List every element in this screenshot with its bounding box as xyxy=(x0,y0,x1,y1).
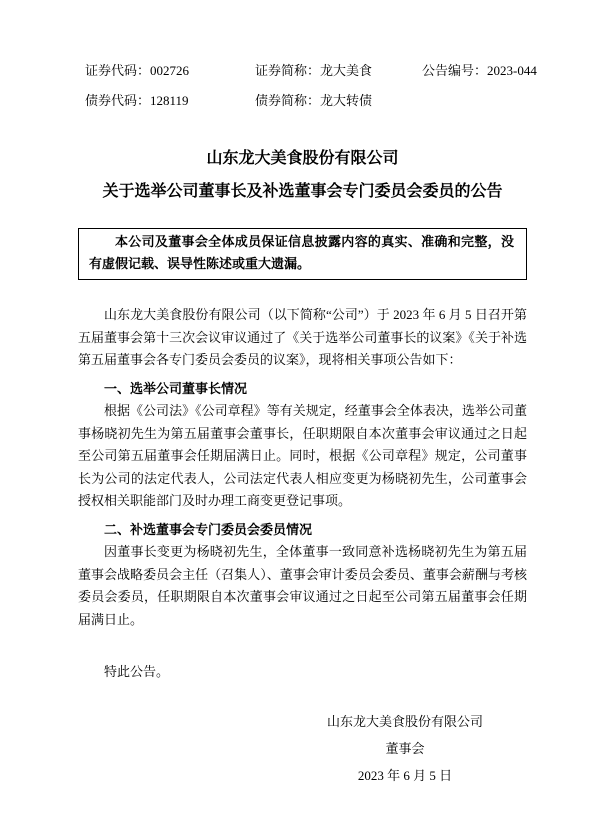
bond-code-label: 债券代码： xyxy=(85,93,151,108)
signature-company: 山东龙大美食股份有限公司 xyxy=(326,713,483,729)
section2-paragraph: 因董事长变更为杨晓初先生，全体董事一致同意补选杨晓初先生为第五届董事会战略委员会主任（召集人）、董事会审计委员会委员、董事会薪酬与考核委员会委员，任职期限自本次董事会审议通过之日起至公司第五届董事会任期届满日止。 xyxy=(78,544,527,627)
announcement-number xyxy=(422,56,537,86)
header-meta-spacer xyxy=(422,86,527,116)
stock-code-value: 002726 xyxy=(150,63,190,78)
header-meta-row-1 xyxy=(85,56,537,86)
bond-abbr-value: 龙大转债 xyxy=(320,93,373,108)
stock-code-label: 证券代码： xyxy=(85,63,151,78)
company-name-title: 山东龙大美食股份有限公司 xyxy=(206,150,399,167)
signature-board: 董事会 xyxy=(385,740,425,756)
stock-abbr xyxy=(255,56,422,86)
section1-heading: 一、选举公司董事长情况 xyxy=(104,380,248,396)
title-block xyxy=(78,142,527,208)
header-meta-row-2 xyxy=(85,86,527,116)
announcement-number-label: 公告编号： xyxy=(422,63,488,78)
announcement-number-value: 2023-044 xyxy=(487,63,537,78)
announcement-body xyxy=(78,304,527,684)
bond-abbr-label: 债券简称： xyxy=(255,93,321,108)
section1-paragraph: 根据《公司法》《公司章程》等有关规定，经董事会全体表决，选举公司董事杨晓初先生为第五届董事会董事长，任职期限自本次董事会审议通过之日起至公司第五届董事会任期届满日止。同时，根据《公司章程》规定，公司董事长为公司的法定代表人，公司法定代表人相应变更为杨晓初先生，公司董事会授权相关职能部门及时办理工商变更登记事项。 xyxy=(78,403,527,508)
stock-abbr-value: 龙大美食 xyxy=(320,63,373,78)
stock-code xyxy=(85,56,255,86)
bond-abbr xyxy=(255,86,422,116)
stock-abbr-label: 证券简称： xyxy=(255,63,321,78)
intro-paragraph: 山东龙大美食股份有限公司（以下简称“公司”）于 2023 年 6 月 5 日召开第五届董事会第十三次会议审议通过了《关于选举公司董事长的议案》《关于补选第五届董事会各专门委员会委员的议案》，现将相关事项公告如下： xyxy=(78,307,527,367)
bond-code xyxy=(85,86,255,116)
bond-code-value: 128119 xyxy=(150,93,189,108)
signature-date: 2023 年 6 月 5 日 xyxy=(357,767,453,783)
disclaimer-text: 本公司及董事会全体成员保证信息披露内容的真实、准确和完整，没有虚假记载、误导性陈述或重大遗漏。 xyxy=(89,234,514,271)
section2-heading: 二、补选董事会专门委员会委员情况 xyxy=(104,521,313,537)
closing-statement: 特此公告。 xyxy=(104,664,170,679)
header-meta xyxy=(78,56,537,116)
disclaimer-box xyxy=(78,228,527,280)
announcement-title: 关于选举公司董事长及补选董事会专门委员会委员的公告 xyxy=(102,183,503,200)
signature-block xyxy=(327,708,483,789)
